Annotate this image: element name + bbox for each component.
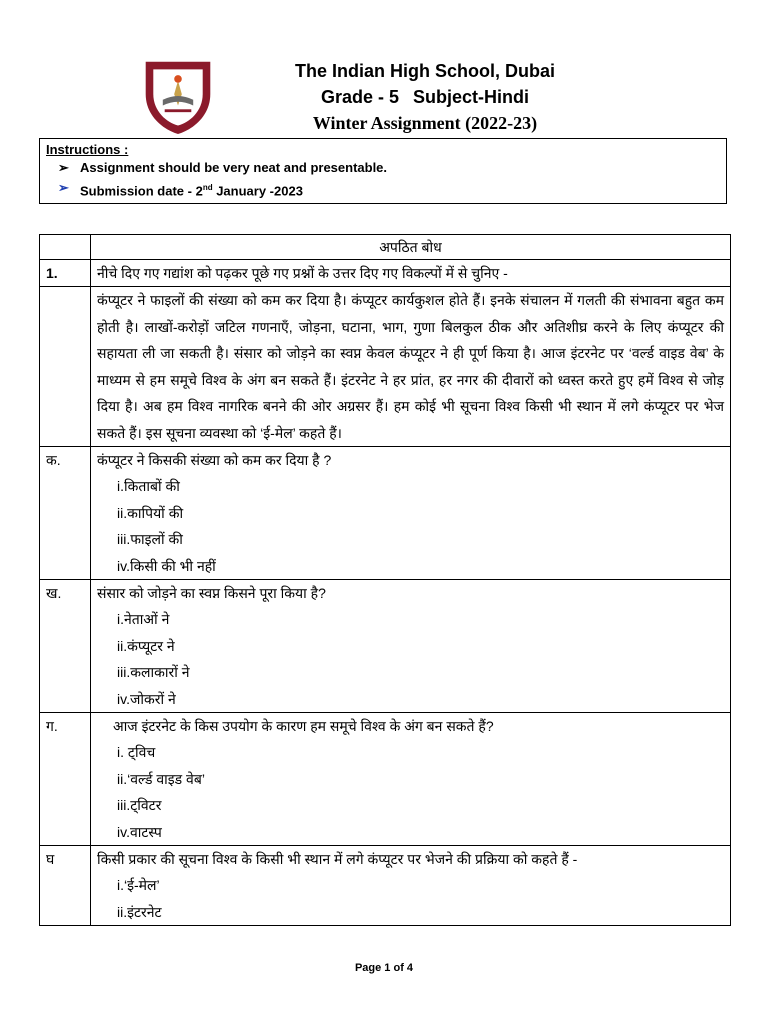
instructions-heading: Instructions : <box>46 142 129 157</box>
option-item: iv.किसी की भी नहीं <box>117 557 216 574</box>
question-text: आज इंटरनेट के किस उपयोग के कारण हम समूचे विश्व के अंग बन सकते हैं? <box>113 718 494 734</box>
question-label: क. <box>40 447 91 580</box>
table-row <box>40 260 731 287</box>
option-item: iv.वाटस्प <box>117 823 162 840</box>
option-item: i.किताबों की <box>117 478 180 494</box>
options-list <box>97 872 724 925</box>
instruction-item: ➢ Assignment should be very neat and presentable. <box>80 158 720 178</box>
question-text: किसी प्रकार की सूचना विश्व के किसी भी स्थान में लगे कंप्यूटर पर भेजने की प्रक्रिया को कहते हैं - <box>97 851 578 867</box>
option-item: ii.कापियों की <box>117 504 184 521</box>
option-item: ii.‘वर्ल्ड वाइड वेब’ <box>117 770 205 787</box>
school-name: The Indian High School, Dubai <box>295 61 555 81</box>
option-item: i.‘ई-मेल’ <box>117 877 160 893</box>
page-number: Page 1 of 4 <box>354 962 414 974</box>
option-item: ii.कंप्यूटर ने <box>117 637 175 654</box>
question-text: संसार को जोड़ने का स्वप्न किसने पूरा किया है? <box>97 585 326 601</box>
question-label: घ <box>40 846 91 926</box>
option-item: iii.ट्विटर <box>117 797 162 813</box>
options-list <box>97 739 724 845</box>
option-item: i. ट्विच <box>117 744 156 760</box>
subject-label: Subject-Hindi <box>413 87 530 107</box>
table-row <box>40 287 731 447</box>
grade-subject <box>130 84 650 110</box>
arrow-bullet-icon: ➢ <box>58 180 69 195</box>
section-title: अपठित बोध <box>91 235 731 260</box>
question-label: ग. <box>40 713 91 846</box>
table-row <box>40 713 731 846</box>
instructions-list <box>46 158 720 201</box>
question-number: 1. <box>40 260 91 287</box>
arrow-bullet-icon: ➢ <box>58 160 69 175</box>
table-row <box>40 235 731 260</box>
table-row <box>40 580 731 713</box>
instructions-box <box>39 138 727 204</box>
option-item: ii.इंटरनेट <box>117 903 162 920</box>
option-item: iv.जोकरों ने <box>117 690 176 707</box>
grade-label: Grade - 5 <box>320 87 400 107</box>
comprehension-table <box>39 234 731 926</box>
option-item: i.नेताओं ने <box>117 611 170 627</box>
options-list <box>97 473 724 579</box>
instruction-item: ➢ Submission date - 2nd January -2023 <box>58 180 303 199</box>
table-row <box>40 447 731 580</box>
option-item: iii.फाइलों की <box>117 531 183 547</box>
question-text: कंप्यूटर ने किसकी संख्या को कम कर दिया है ? <box>97 452 332 468</box>
passage-text: कंप्यूटर ने फाइलों की संख्या को कम कर दिया है। कंप्यूटर कार्यकुशल होते हैं। इनके संचालन में गलती की संभावना बहुत कम होती है। लाखों-करोड़ों जटिल गणनाएँ, जोड़ना, घटाना, भाग, गुणा बिलकुल ठीक और अतिशीघ्र करने के लिए कंप्यूटर की सहायता ली जा सकती है। संसार को जोड़ने का स्वप्न केवल कंप्यूटर ने ही पूर्ण किया है। आज इंटरनेट पर ‘वर्ल्ड वाइड वेब’ के माध्यम से हम समूचे विश्व के अंग बन सकते हैं। इंटरनेट ने हर प्रांत, हर नगर की दीवारों को ध्वस्त करते हुए हमें विश्व से जोड़ दिया है। अब हम विश्व नागरिक बनने की ओर अग्रसर हैं। हम कोई भी सूचना विश्व किसी भी स्थान में लगे कंप्यूटर पर भेज सकते हैं। इस सूचना व्यवस्था को ‘ई-मेल’ कहते हैं। <box>91 287 731 447</box>
assignment-title: Winter Assignment (2022-23) <box>312 113 538 133</box>
question-label: ख. <box>40 580 91 713</box>
table-row <box>40 846 731 926</box>
option-item: iii.कलाकारों ने <box>117 664 190 680</box>
options-list <box>97 606 724 712</box>
question-instruction: नीचे दिए गए गद्यांश को पढ़कर पूछे गए प्रश्नों के उत्तर दिए गए विकल्पों में से चुनिए - <box>91 260 731 287</box>
page-header <box>130 52 650 142</box>
